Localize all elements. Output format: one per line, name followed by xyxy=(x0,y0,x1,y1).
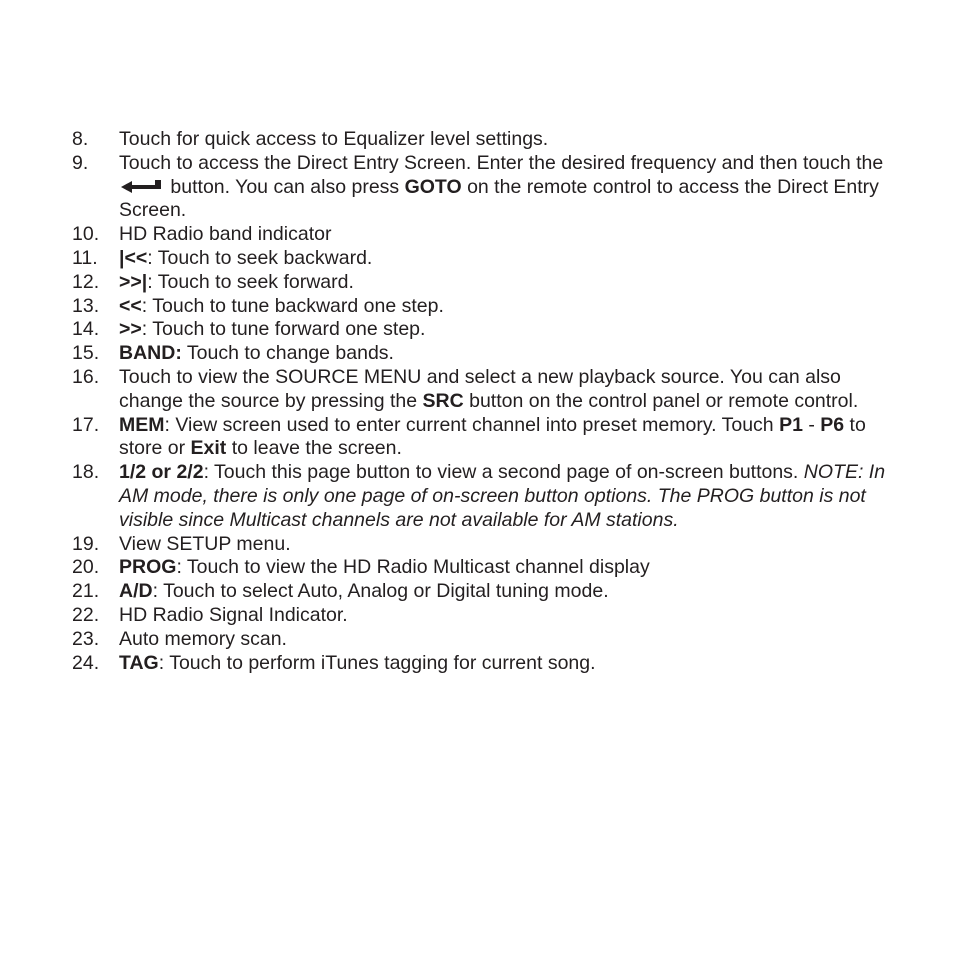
text-run: View SETUP menu. xyxy=(119,532,291,555)
bold-term: A/D xyxy=(119,580,153,603)
item-text xyxy=(119,652,596,674)
item-text xyxy=(119,414,866,460)
text-run: button. You can also press xyxy=(165,175,405,198)
bold-term: TAG xyxy=(119,651,159,674)
list-item xyxy=(72,342,892,366)
bold-term: P6 xyxy=(820,413,845,436)
text-run: Touch to view the SOURCE MENU and select a new playback source. You can also change the source by pressing the xyxy=(119,365,841,412)
list-item xyxy=(72,295,892,319)
bold-term: << xyxy=(119,294,142,317)
item-text xyxy=(119,271,354,293)
bold-term: P1 xyxy=(779,413,803,436)
text-run: to leave the screen. xyxy=(226,437,402,460)
list-item xyxy=(72,580,892,604)
list-item xyxy=(72,556,892,580)
list-item xyxy=(72,271,892,295)
item-number: 23. xyxy=(72,627,100,650)
item-number: 20. xyxy=(72,556,100,579)
bold-term: |<< xyxy=(119,246,148,269)
item-number: 11. xyxy=(72,246,98,269)
item-number: 15. xyxy=(72,342,100,365)
item-text xyxy=(119,247,372,269)
list-item xyxy=(72,628,892,652)
item-number: 19. xyxy=(72,532,100,555)
item-number: 10. xyxy=(72,223,100,246)
list-item xyxy=(72,247,892,271)
list-item xyxy=(72,128,892,152)
item-text xyxy=(119,533,291,555)
bold-term: SRC xyxy=(422,389,464,412)
item-number: 12. xyxy=(72,270,100,293)
bold-term: GOTO xyxy=(404,175,462,198)
item-text xyxy=(119,580,609,602)
item-number: 8. xyxy=(72,128,89,150)
numbered-feature-list xyxy=(72,128,892,675)
list-item xyxy=(72,604,892,628)
text-run: Auto memory scan. xyxy=(119,627,287,650)
item-text xyxy=(119,223,331,245)
item-text xyxy=(119,318,425,340)
text-run: Touch to access the Direct Entry Screen. Enter the desired frequency and then touch the xyxy=(119,151,884,174)
list-item xyxy=(72,318,892,342)
list-item xyxy=(72,414,892,462)
list-item xyxy=(72,152,892,223)
item-text xyxy=(119,152,883,222)
bold-term: PROG xyxy=(119,556,177,579)
bold-term: >> xyxy=(119,318,142,341)
list-item xyxy=(72,366,892,414)
item-text xyxy=(119,295,444,317)
text-run: on the remote control to access the Direct Entry Screen. xyxy=(119,175,879,222)
item-text xyxy=(119,342,394,364)
bold-term: MEM xyxy=(119,413,165,436)
item-number: 14. xyxy=(72,318,100,341)
text-run: : Touch this page button to view a second page of on-screen buttons. xyxy=(203,461,804,484)
list-item xyxy=(72,652,892,676)
item-text xyxy=(119,556,650,578)
text-run: : Touch to perform iTunes tagging for current song. xyxy=(158,651,596,674)
item-number: 17. xyxy=(72,413,100,436)
item-number: 13. xyxy=(72,294,100,317)
list-item xyxy=(72,223,892,247)
italic-note: NOTE: In AM mode, there is only one page of on-screen button options. The PROG button is not visible since Multicast channels are not available for AM stations. xyxy=(119,461,886,531)
text-run: to store or xyxy=(119,413,866,460)
item-number: 18. xyxy=(72,461,100,484)
text-run: : Touch to view the HD Radio Multicast channel display xyxy=(176,556,650,579)
text-run: : Touch to tune backward one step. xyxy=(141,294,444,317)
bold-term: Exit xyxy=(190,437,227,460)
bold-term: >>| xyxy=(119,270,148,293)
item-number: 16. xyxy=(72,365,100,388)
list-item xyxy=(72,533,892,557)
item-text xyxy=(119,604,348,626)
item-number: 21. xyxy=(72,580,100,603)
text-run: HD Radio Signal Indicator. xyxy=(119,603,348,626)
text-run: HD Radio band indicator xyxy=(119,223,332,246)
list-item xyxy=(72,461,892,532)
enter-arrow-icon xyxy=(121,180,163,194)
text-run: Touch to change bands. xyxy=(181,342,394,365)
text-run: Touch for quick access to Equalizer level settings. xyxy=(119,128,549,150)
item-text xyxy=(119,128,548,150)
item-number: 9. xyxy=(72,151,89,174)
item-number: 22. xyxy=(72,603,100,626)
item-text xyxy=(119,366,858,412)
text-run: : Touch to tune forward one step. xyxy=(141,318,426,341)
text-run: - xyxy=(802,413,821,436)
item-text xyxy=(119,461,885,531)
bold-term: 1/2 or 2/2 xyxy=(119,461,204,484)
text-run: : View screen used to enter current channel into preset memory. Touch xyxy=(164,413,780,436)
text-run: button on the control panel or remote control. xyxy=(463,389,859,412)
text-run: : Touch to seek forward. xyxy=(147,270,354,293)
bold-term: BAND: xyxy=(119,342,182,365)
item-number: 24. xyxy=(72,651,100,674)
text-run: : Touch to select Auto, Analog or Digital tuning mode. xyxy=(152,580,609,603)
item-text xyxy=(119,628,287,650)
text-run: : Touch to seek backward. xyxy=(147,246,373,269)
